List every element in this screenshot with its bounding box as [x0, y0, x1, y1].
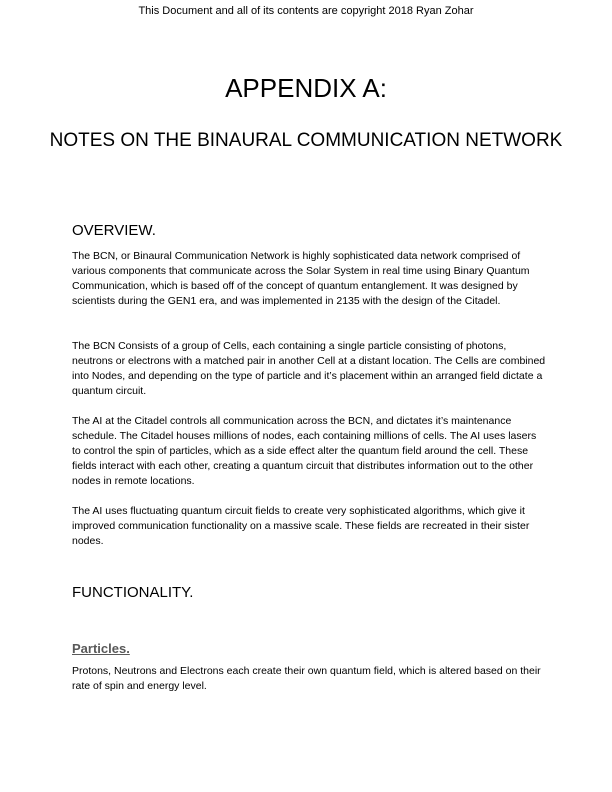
overview-paragraph-1: The BCN, or Binaural Communication Network is highly sophisticated data network comprised of various components that communicate across the Solar System in real time using Binary Quantum Communication, which is based off of the concept of quantum entanglement. It was designed by scientists during the GEN1 era, and was implemented in 2135 with the design of the Citadel. [72, 250, 530, 307]
overview-paragraph-4: The AI uses fluctuating quantum circuit fields to create very sophisticated algorithms, which give it improved communication functionality on a massive scale. These fields are recreated in their sister nodes. [72, 505, 530, 547]
appendix-title: APPENDIX A: [225, 73, 387, 103]
particles-subheading: Particles. [72, 641, 130, 656]
document-subtitle: NOTES ON THE BINAURAL COMMUNICATION NETWORK [49, 130, 563, 151]
overview-paragraph-2: The BCN Consists of a group of Cells, each containing a single particle consisting of photons, neutrons or electrons with a matched pair in another Cell at a distant location. The Cells are combined into Nodes, and depending on the type of particle and it’s placement within an arranged field dictate a quantum circuit. [72, 340, 546, 397]
overview-paragraph-3: The AI at the Citadel controls all communication across the BCN, and dictates it’s maintenance schedule. The Citadel houses millions of nodes, each containing millions of cells. The AI uses lasers to control the spin of particles, which as a side effect alter the quantum field around the cell. These fields interact with each other, creating a quantum circuit that distributes information out to the other nodes in remote locations. [72, 415, 537, 487]
overview-heading: OVERVIEW. [72, 222, 156, 239]
copyright-notice: This Document and all of its contents are copyright 2018 Ryan Zohar [138, 5, 474, 17]
particles-paragraph: Protons, Neutrons and Electrons each create their own quantum field, which is altered based on their rate of spin and energy level. [72, 665, 541, 692]
functionality-heading: FUNCTIONALITY. [72, 584, 194, 601]
